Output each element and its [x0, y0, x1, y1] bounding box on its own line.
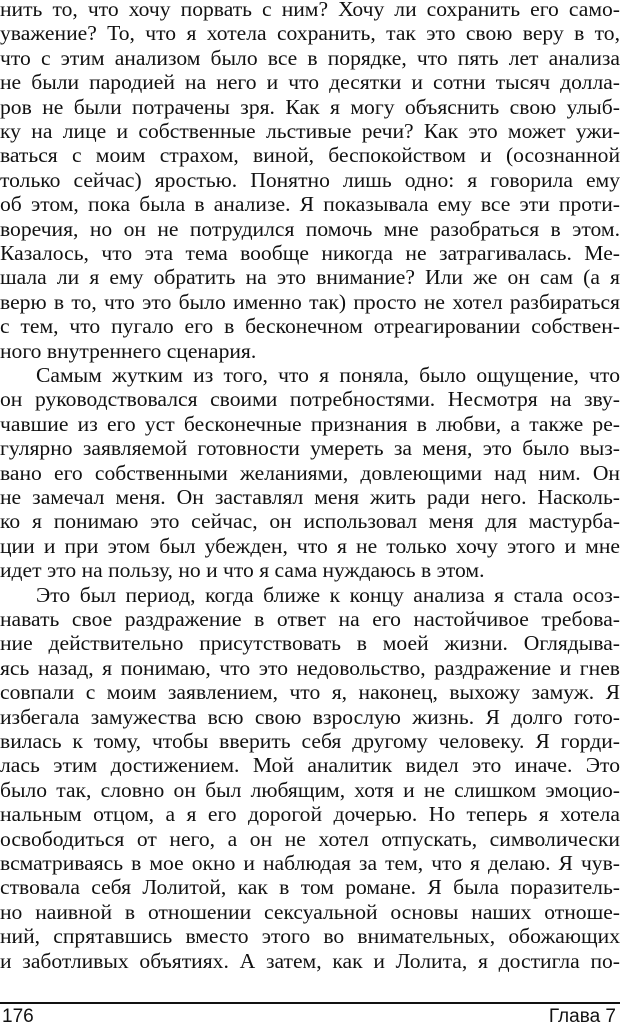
text-line: гулярно заявляемой готовности умереть за меня, это было выз-: [0, 436, 620, 461]
text-line: Самым жутким из того, что я поняла, было ощущение, что: [36, 363, 620, 387]
text-line: чавшие из его уст бесконечные признания в любви, а также ре-: [0, 411, 620, 436]
chapter-label: Глава 7: [548, 1006, 616, 1027]
text-line: воречия, но он не потрудился помочь мне разобраться в этом.: [0, 216, 620, 241]
text-line: он руководствовался своими потребностями. Несмотря на зву-: [0, 387, 620, 412]
text-line: Это был период, когда ближе к концу анализа я стала осоз-: [36, 582, 620, 607]
text-line: избегала замужества всю свою взрослую жизнь. Я долго гото-: [0, 704, 620, 729]
text-line: об этом, пока была в анализе. Я показывала ему все эти проти-: [0, 192, 620, 217]
text-line: навать свое раздражение в ответ на его настойчивое требова-: [0, 607, 620, 631]
text-line: лась этим достижением. Мой аналитик видел это иначе. Это: [0, 753, 620, 778]
text-line: и заботливых объятиях. А затем, как и Лолита, я достигла по-: [0, 948, 620, 973]
text-line: было так, словно он был любящим, хотя и не слишком эмоцио-: [0, 777, 620, 802]
text-line: ние действительно присутствовать в моей жизни. Оглядыва-: [0, 631, 620, 656]
text-line: ясь назад, я понимаю, что это недовольство, раздражение и гнев: [0, 655, 620, 680]
text-line: ко я понимаю это сейчас, он использовал меня для мастурба-: [0, 509, 620, 534]
text-line: вилась к тому, чтобы вверить себя другому человеку. Я горди-: [0, 729, 620, 753]
text-line: идет это на пользу, но и что я сама нуждаюсь в этом.: [0, 558, 485, 583]
text-line: ного внутреннего сценария.: [0, 338, 257, 363]
text-line: ний, спрятавшись вместо этого во внимательных, обожающих: [0, 924, 620, 949]
text-line: шала ли я ему обратить на это внимание? Или же он сам (а я: [0, 265, 620, 290]
text-line: ваться с моим страхом, виной, беспокойством и (осознанной: [0, 143, 620, 168]
text-line: освободиться от него, а он не хотел отпускать, символически: [0, 826, 620, 851]
footer-rule: [0, 1002, 620, 1004]
text-line: нить то, что хочу порвать с ним? Хочу ли сохранить его само-: [0, 0, 620, 21]
text-line: ку на лице и собственные льстивые речи? Как это может ужи-: [0, 119, 620, 143]
text-line: не были пародией на него и что десятки и сотни тысяч долла-: [0, 70, 620, 95]
text-line: но наивной в отношении сексуальной основы наших отноше-: [0, 899, 620, 924]
text-line: ции и при этом был убежден, что я не только хочу этого и мне: [0, 533, 620, 558]
text-line: вано его собственными желаниями, довлеющими над ним. Он: [0, 460, 620, 485]
text-line: ров не были потрачены зря. Как я могу объяснить свою улыб-: [0, 94, 620, 119]
text-line: что с этим анализом было все в порядке, что пять лет анализа: [0, 45, 620, 70]
text-line: совпали с моим заявлением, что я, наконец, выхожу замуж. Я: [0, 680, 620, 705]
text-line: ствовала себя Лолитой, как в том романе. Я была поразитель-: [0, 875, 620, 900]
page-number: 176: [2, 1006, 34, 1027]
text-line: уважение? То, что я хотела сохранить, так это свою веру в то,: [0, 21, 620, 46]
text-line: верю в то, что это было именно так) просто не хотел разбираться: [0, 289, 620, 314]
text-line: не замечал меня. Он заставлял меня жить ради него. Насколь-: [0, 485, 620, 509]
text-line: всматриваясь в мое окно и наблюдая за тем, что я делаю. Я чув-: [0, 851, 620, 875]
text-line: Казалось, что эта тема вообще никогда не затрагивалась. Ме-: [0, 241, 620, 265]
text-line: с тем, что пугало его в бесконечном отреагировании собствен-: [0, 314, 620, 339]
text-line: только сейчас) яростью. Понятно лишь одно: я говорила ему: [0, 167, 620, 192]
text-line: нальным отцом, а я его дорогой дочерью. Но теперь я хотела: [0, 802, 620, 827]
